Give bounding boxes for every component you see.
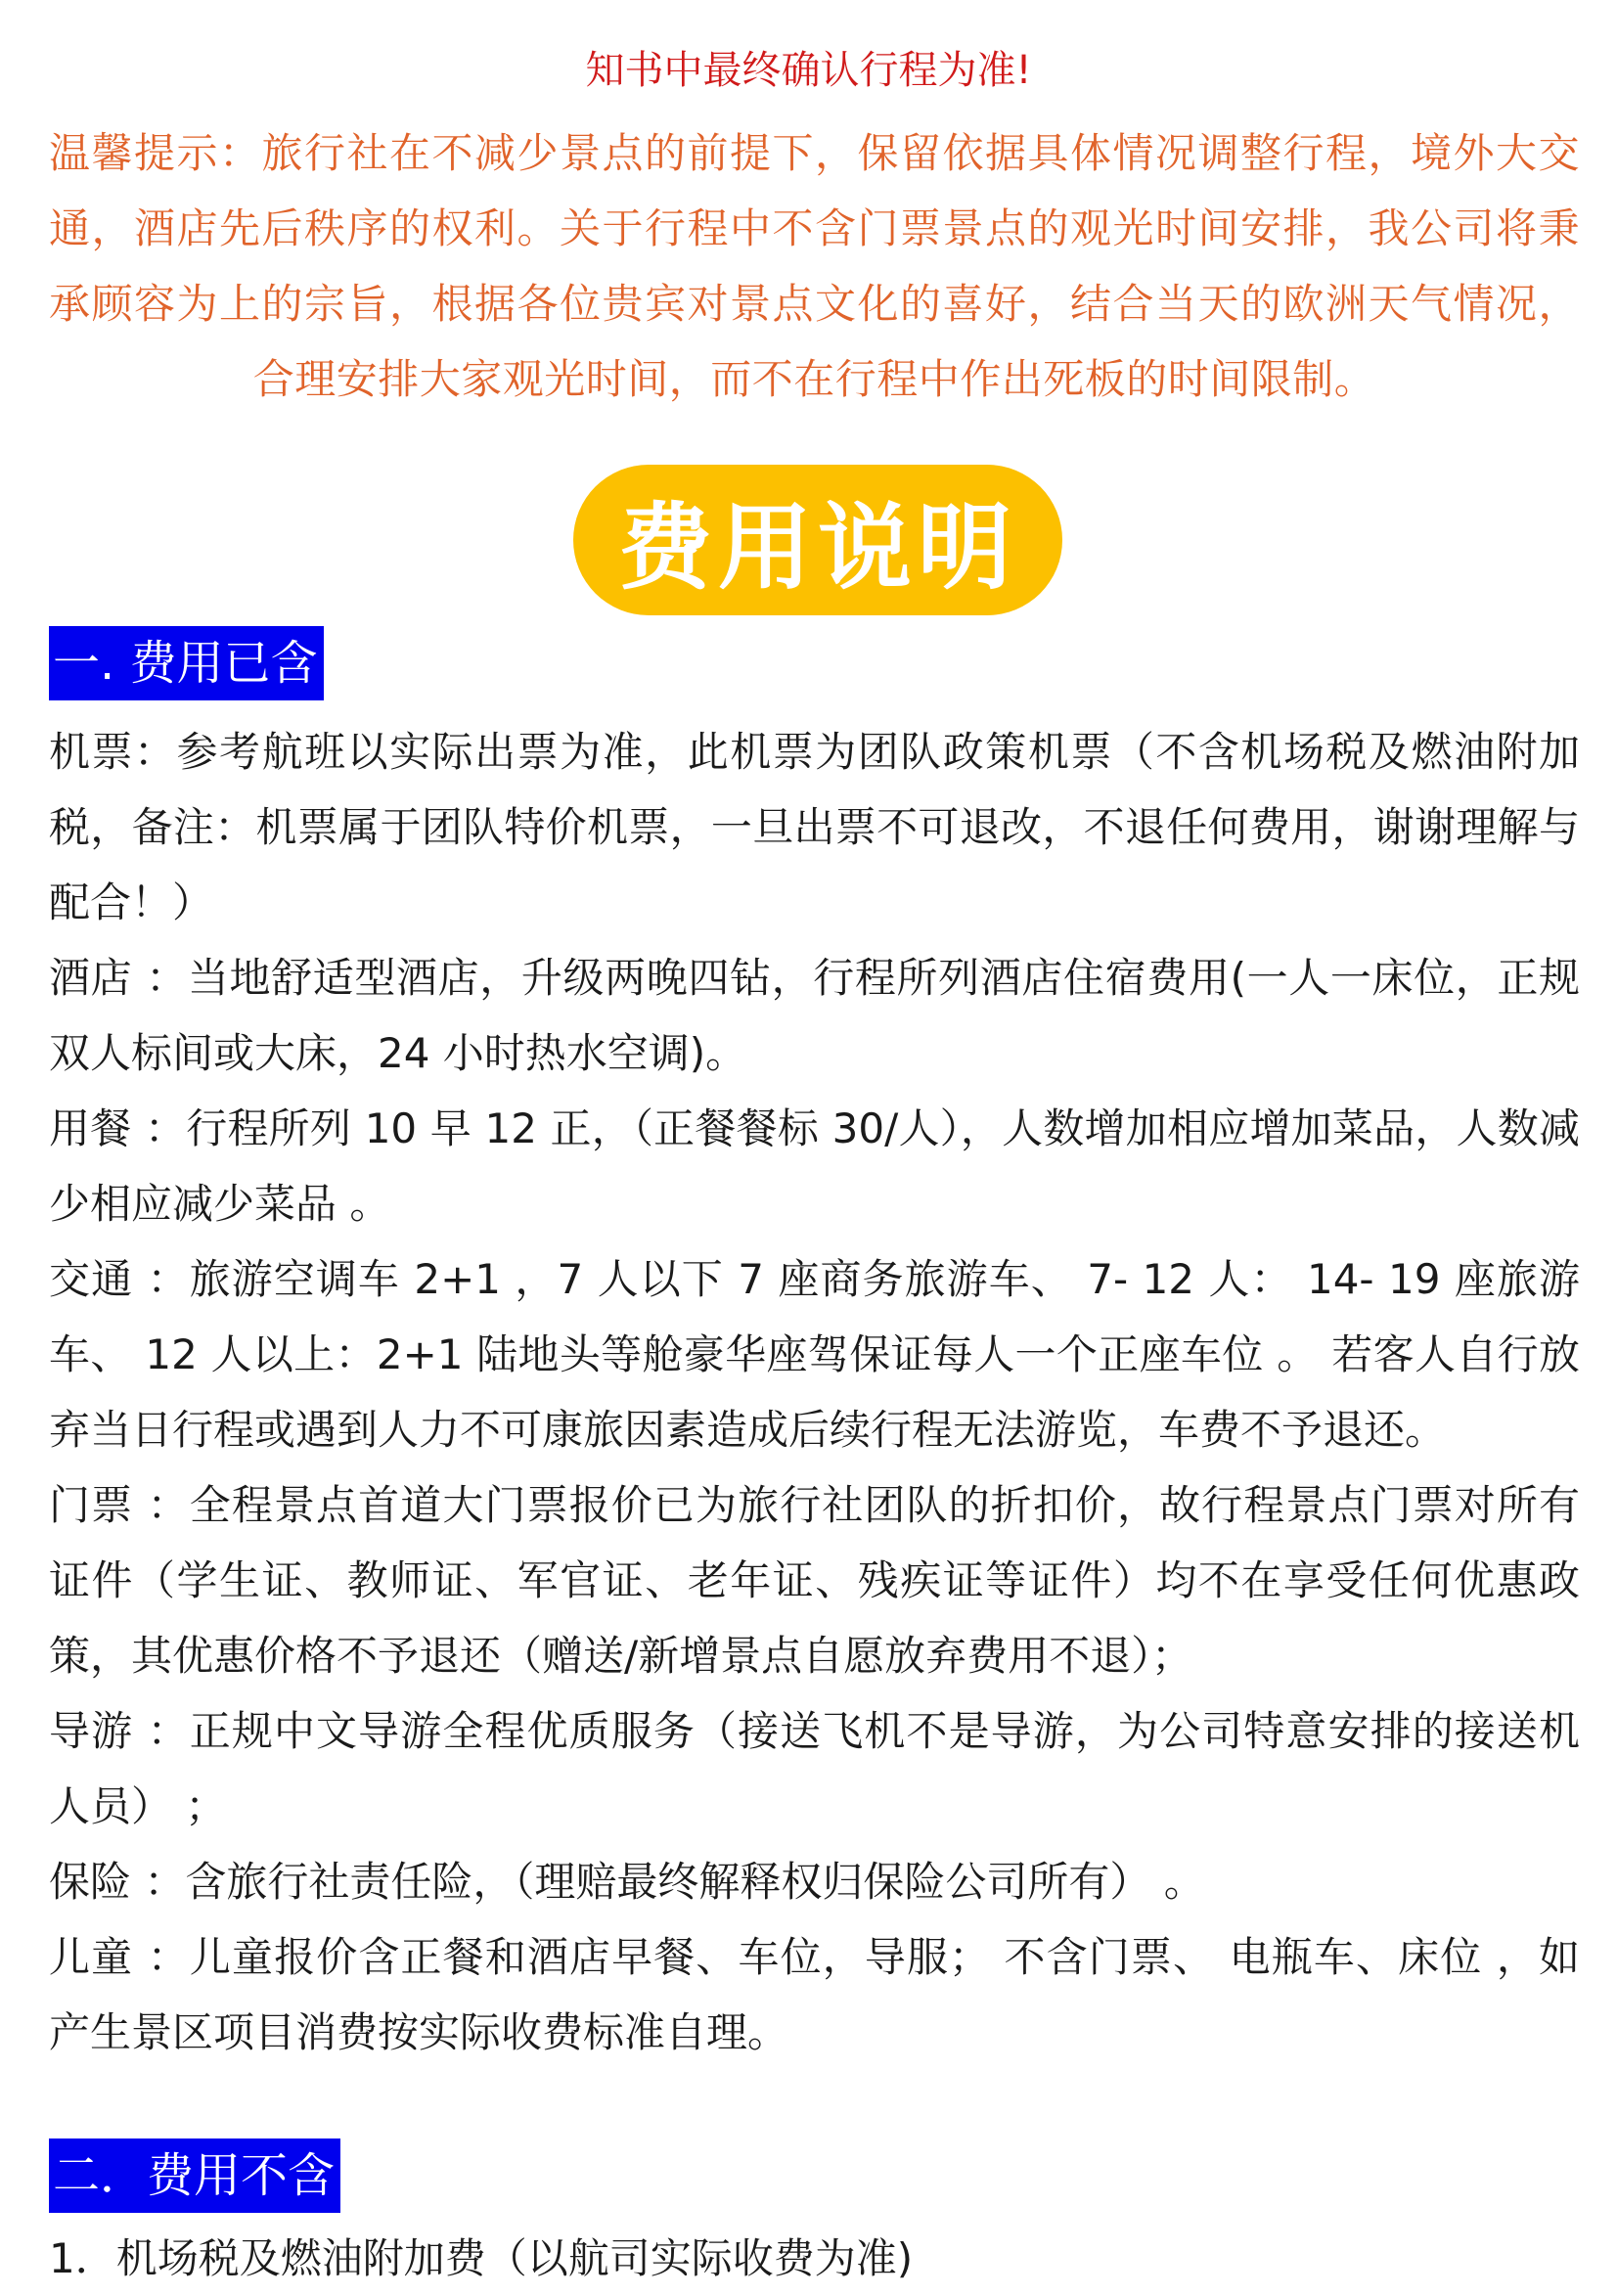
section-heading-excluded: 二．费用不含 <box>49 2138 340 2213</box>
warm-tip-paragraph: 温馨提示：旅行社在不减少景点的前提下，保留依据具体情况调整行程，境外大交通，酒店先后秩序的权利。关于行程中不含门票景点的观光时间安排，我公司将秉承顾容为上的宗旨，根据各位贵宾对景点文化的喜好，结合当天的欧洲天气情况，合理安排大家观光时间，而不在行程中作出死板的时间限制。 <box>49 129 1580 403</box>
item-children: 儿童 ：儿童报价含正餐和酒店早餐、车位，导服； 不含门票、 电瓶车、床位 ，如产生景区项目消费按实际收费标准自理。 <box>49 1933 1580 2056</box>
item-guide: 导游 ：正规中文导游全程优质服务（接送飞机不是导游，为公司特意安排的接送机人员） ； <box>49 1707 1580 1830</box>
page-title: 费用说明 <box>618 491 1017 603</box>
notice-line: 知书中最终确认行程为准! <box>585 48 1032 93</box>
item-hotel: 酒店 ：当地舒适型酒店，升级两晚四钻，行程所列酒店住宿费用(一人一床位，正规双人标间或大床，24 小时热水空调)。 <box>49 954 1580 1077</box>
section-heading-included: 一. 费用已含 <box>49 626 324 700</box>
item-tickets: 门票 ：全程景点首道大门票报价已为旅行社团队的折扣价，故行程景点门票对所有证件（学生证、教师证、军官证、老年证、残疾证等证件）均不在享受任何优惠政策，其优惠价格不予退还（赠送/新增景点自愿放弃费用不退）； <box>49 1481 1580 1680</box>
excluded-item: 1．机场税及燃油附加费（以航司实际收费为准) <box>49 2234 914 2282</box>
item-insurance: 保险 ：含旅行社责任险，（理赔最终解释权归保险公司所有） 。 <box>49 1858 1205 1906</box>
section-title-banner <box>573 465 1062 615</box>
item-transport: 交通 ：旅游空调车 2+1 ，7 人以下 7 座商务旅游车、 7- 12 人： 14- 19 座旅游车、 12 人以上：2+1 陆地头等舱豪华座驾保证每人一个正座车位 。 若客人自行放弃当日行程或遇到人力不可康旅因素造成后续行程无法游览，车费不予退还。 <box>49 1255 1580 1454</box>
item-airfare: 机票：参考航班以实际出票为准，此机票为团队政策机票（不含机场税及燃油附加税，备注：机票属于团队特价机票，一旦出票不可退改，不退任何费用，谢谢理解与配合！） <box>49 728 1580 926</box>
item-meals: 用餐 ：行程所列 10 早 12 正，（正餐餐标 30/人），人数增加相应增加菜品，人数减少相应减少菜品 。 <box>49 1104 1580 1228</box>
included-items <box>49 714 1580 2070</box>
